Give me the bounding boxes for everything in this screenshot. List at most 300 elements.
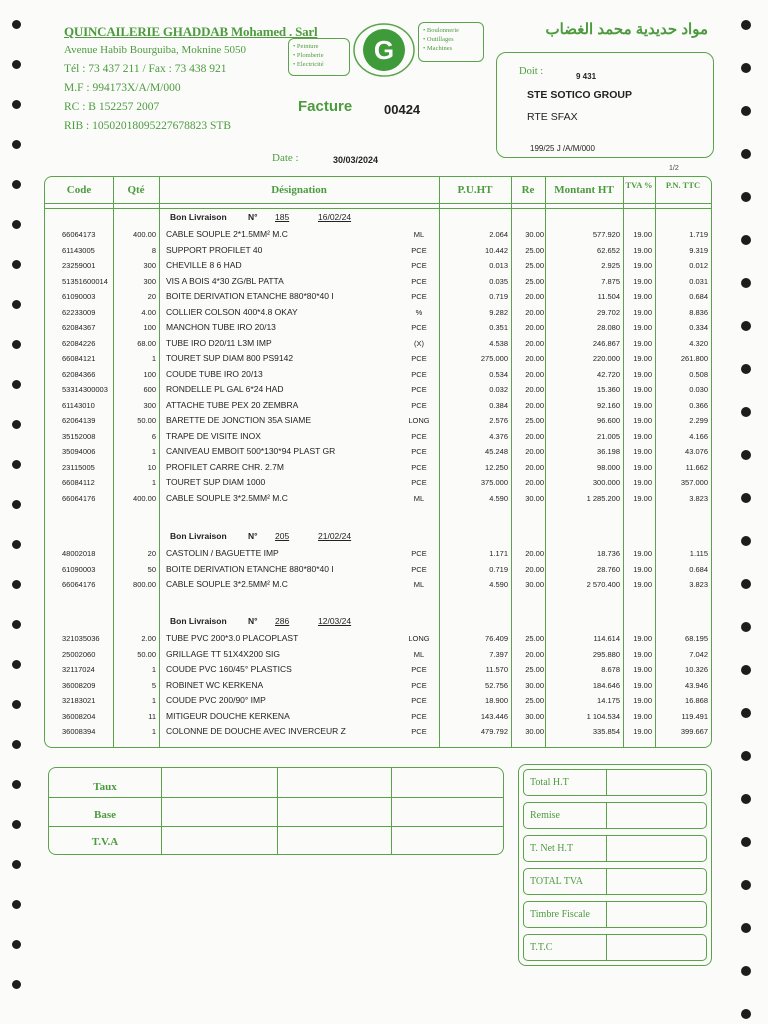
total-tva-row <box>523 868 707 895</box>
cell-des: COUDE PVC 200/90° IMP <box>166 695 266 705</box>
bl-date: 16/02/24 <box>318 212 352 222</box>
cell-pn: 68.195 <box>685 634 708 643</box>
header-pu: P.U.HT <box>457 184 493 196</box>
cell-unit: PCE <box>411 400 427 410</box>
cell-qte: 1 <box>151 447 156 456</box>
column-divider <box>161 768 162 854</box>
net-ht-label: T. Net H.T <box>530 843 574 854</box>
date-label: Date : <box>272 152 299 164</box>
table-row <box>0 493 768 508</box>
cell-mnt: 42.720 <box>597 369 620 379</box>
cell-mnt: 14.175 <box>597 696 620 705</box>
cell-unit: PCE <box>411 549 427 558</box>
service-item: Machines <box>426 45 453 52</box>
tractor-hole <box>741 106 751 116</box>
cell-unit: LONG <box>408 416 430 425</box>
cell-pn: 43.076 <box>685 447 708 456</box>
cell-re: 20.00 <box>525 649 544 659</box>
tractor-hole <box>741 923 751 933</box>
cell-pu: 143.446 <box>480 711 508 721</box>
tractor-hole <box>741 794 751 804</box>
cell-pu: 4.590 <box>489 493 508 503</box>
bl-label: Bon Livraison <box>170 616 227 626</box>
cell-re: 25.00 <box>525 416 544 425</box>
header-designation: Désignation <box>271 184 327 196</box>
cell-des: COLONNE DE DOUCHE AVEC INVERCEUR Z <box>166 726 346 736</box>
cell-des: ROBINET WC KERKENA <box>166 679 264 690</box>
company-name: QUINCAILERIE GHADDAB Mohamed . Sarl <box>64 24 318 39</box>
company-arabic-name: مواد حديدية محمد الغضاب <box>545 21 708 38</box>
tractor-hole <box>12 900 21 909</box>
cell-tva: 19.00 <box>633 431 652 441</box>
cell-pn: 9.319 <box>689 245 708 255</box>
row-divider <box>49 826 503 827</box>
cell-tva: 19.00 <box>633 230 652 239</box>
cell-pn: 0.012 <box>689 261 708 270</box>
header-re: Re <box>521 184 535 196</box>
cell-tva: 19.00 <box>633 416 652 425</box>
table-row <box>0 307 768 322</box>
cell-pu: 10.442 <box>485 245 508 255</box>
cell-pu: 0.534 <box>489 369 508 379</box>
company-info <box>64 24 317 132</box>
cell-code: 61143005 <box>62 245 95 255</box>
cell-re: 25.00 <box>525 276 544 286</box>
cell-code: 62084367 <box>62 323 96 332</box>
client-address: RTE SFAX <box>527 111 578 123</box>
cell-des: COUDE PVC 160/45° PLASTICS <box>166 664 292 674</box>
cell-code: 62233009 <box>62 307 96 317</box>
cell-re: 25.00 <box>525 696 544 705</box>
cell-tva: 19.00 <box>633 727 652 736</box>
cell-pu: 12.250 <box>485 462 508 472</box>
cell-pn: 0.031 <box>689 276 708 286</box>
cell-des: CHEVILLE 8 6 HAD <box>166 260 242 270</box>
cell-tva: 19.00 <box>633 354 652 363</box>
cell-pn: 0.684 <box>689 564 708 574</box>
cell-re: 20.00 <box>525 447 544 456</box>
cell-mnt: 96.600 <box>597 416 620 425</box>
tractor-hole <box>12 620 21 629</box>
cell-re: 30.00 <box>525 711 544 721</box>
cell-code: 48002018 <box>62 549 96 558</box>
service-item: Boulonnerie <box>426 27 460 34</box>
column-divider <box>391 768 392 854</box>
cell-re: 20.00 <box>525 431 544 441</box>
table-row <box>0 649 768 664</box>
table-row <box>0 369 768 384</box>
invoice-label: Facture <box>298 98 353 115</box>
table-row <box>0 245 768 260</box>
tractor-hole <box>741 880 751 890</box>
cell-pn: 11.662 <box>685 462 708 472</box>
cell-qte: 50.00 <box>137 649 156 659</box>
cell-qte: 20 <box>147 292 156 301</box>
cell-code: 61143010 <box>62 400 95 410</box>
table-row <box>0 229 768 244</box>
cell-qte: 100 <box>143 369 156 379</box>
cell-code: 66064176 <box>62 580 96 589</box>
cell-qte: 2.00 <box>141 634 156 643</box>
cell-code: 53314300003 <box>62 385 108 394</box>
cell-unit: LONG <box>408 634 430 643</box>
cell-re: 25.00 <box>525 634 544 643</box>
bl-label: Bon Livraison <box>170 212 227 222</box>
service-item: Outillages <box>426 36 454 43</box>
tractor-hole <box>741 20 751 30</box>
service-item: Peinture <box>296 43 319 50</box>
header-divider <box>45 203 711 204</box>
cell-code: 23115005 <box>62 462 95 472</box>
client-name: STE SOTICO GROUP <box>527 89 633 101</box>
tractor-hole <box>741 622 751 632</box>
cell-tva: 19.00 <box>633 493 652 503</box>
header-code: Code <box>66 184 92 196</box>
tax-base-label: Base <box>94 809 116 821</box>
company-logo <box>352 22 416 78</box>
tractor-hole <box>741 751 751 761</box>
cell-pu: 4.590 <box>489 580 508 589</box>
tractor-hole <box>12 20 21 29</box>
cell-code: 36008394 <box>62 727 96 736</box>
table-row <box>0 353 768 368</box>
cell-pu: 375.000 <box>480 478 508 487</box>
cell-re: 30.00 <box>525 580 544 589</box>
cell-qte: 1 <box>151 665 156 674</box>
cell-des: COLLIER COLSON 400*4.8 OKAY <box>166 306 298 317</box>
cell-des: MANCHON TUBE IRO 20/13 <box>166 322 276 332</box>
cell-mnt: 62.652 <box>597 245 620 255</box>
cell-mnt: 2 570.400 <box>586 580 620 589</box>
cell-re: 20.00 <box>525 369 544 379</box>
cell-code: 62084226 <box>62 338 96 348</box>
cell-unit: PCE <box>411 261 427 270</box>
cell-qte: 20 <box>147 549 156 558</box>
cell-unit: PCE <box>411 292 427 301</box>
cell-pu: 0.719 <box>489 292 508 301</box>
cell-des: TOURET SUP DIAM 800 PS9142 <box>166 353 294 363</box>
cell-qte: 68.00 <box>137 338 156 348</box>
cell-pu: 0.032 <box>489 385 508 394</box>
cell-pn: 10.326 <box>685 665 708 674</box>
cell-pn: 7.042 <box>689 649 708 659</box>
cell-unit: PCE <box>411 680 427 690</box>
cell-pn: 0.508 <box>689 369 708 379</box>
column-divider <box>277 768 278 854</box>
cell-code: 36008209 <box>62 680 96 690</box>
cell-pn: 0.030 <box>689 385 708 394</box>
cell-re: 20.00 <box>525 564 544 574</box>
cell-qte: 50 <box>147 564 156 574</box>
cell-pu: 0.384 <box>489 400 508 410</box>
cell-pu: 52.756 <box>485 680 508 690</box>
cell-code: 62084366 <box>62 369 96 379</box>
cell-qte: 100 <box>143 323 156 332</box>
service-item: Plomberie <box>296 52 324 59</box>
logo-letter: G <box>373 35 395 65</box>
cell-qte: 50.00 <box>137 416 156 425</box>
tractor-hole <box>12 180 21 189</box>
cell-re: 30.00 <box>525 727 544 736</box>
cell-qte: 800.00 <box>133 580 156 589</box>
company-mf: M.F : 994173X/A/M/000 <box>64 82 181 94</box>
cell-des: GRILLAGE TT 51X4X200 SIG <box>166 648 281 659</box>
cell-tva: 19.00 <box>633 369 652 379</box>
cell-re: 20.00 <box>525 307 544 317</box>
cell-pn: 43.946 <box>685 680 708 690</box>
tractor-hole <box>741 837 751 847</box>
cell-unit: PCE <box>411 665 427 674</box>
cell-unit: PCE <box>411 431 427 441</box>
cell-pu: 7.397 <box>489 649 508 659</box>
cell-mnt: 184.646 <box>592 680 620 690</box>
cell-pu: 275.000 <box>480 354 508 363</box>
table-row <box>0 548 768 563</box>
cell-unit: PCE <box>411 369 427 379</box>
net-ht-row <box>523 835 707 862</box>
cell-unit: ML <box>413 580 425 589</box>
header-qte: Qté <box>127 184 145 196</box>
cell-pn: 2.299 <box>689 416 708 425</box>
tax-tva-label: T.V.A <box>91 836 119 848</box>
total-ht-row <box>523 769 707 796</box>
cell-pu: 2.064 <box>489 230 508 239</box>
invoice-date: 30/03/2024 <box>333 155 379 165</box>
cell-unit: PCE <box>411 245 427 255</box>
bl-date: 12/03/24 <box>318 616 352 626</box>
cell-unit: PCE <box>411 323 427 332</box>
tractor-hole <box>741 1009 751 1019</box>
cell-unit: PCE <box>411 385 427 394</box>
cell-pn: 399.667 <box>680 727 708 736</box>
cell-tva: 19.00 <box>633 549 652 558</box>
cell-des: ATTACHE TUBE PEX 20 ZEMBRA <box>166 399 299 410</box>
bl-number: 205 <box>275 531 290 541</box>
cell-mnt: 36.198 <box>597 447 620 456</box>
cell-tva: 19.00 <box>633 338 652 348</box>
bl-number: 185 <box>275 212 290 222</box>
service-item: Electricité <box>296 61 324 68</box>
cell-unit: PCE <box>411 462 427 472</box>
cell-mnt: 1 285.200 <box>586 493 620 503</box>
cell-unit: (X) <box>414 338 424 348</box>
cell-tva: 19.00 <box>633 462 652 472</box>
cell-pu: 9.282 <box>489 307 508 317</box>
remise-row <box>523 802 707 829</box>
row-divider <box>49 797 503 798</box>
cell-unit: PCE <box>411 727 427 736</box>
cell-re: 25.00 <box>525 261 544 270</box>
bl-number: 286 <box>275 616 290 626</box>
tax-rate-label: Taux <box>93 781 117 793</box>
cell-qte: 300 <box>143 276 156 286</box>
cell-pu: 4.538 <box>489 338 508 348</box>
company-phone: Tél : 73 437 211 / Fax : 73 438 921 <box>64 63 227 75</box>
cell-tva: 19.00 <box>633 564 652 574</box>
cell-pu: 1.171 <box>489 549 508 558</box>
table-row <box>0 711 768 726</box>
tractor-hole <box>12 980 21 989</box>
cell-re: 30.00 <box>525 493 544 503</box>
cell-des: BARETTE DE JONCTION 35A SIAME <box>166 415 312 425</box>
cell-pn: 0.366 <box>689 400 708 410</box>
cell-re: 20.00 <box>525 400 544 410</box>
cell-pu: 0.035 <box>489 276 508 286</box>
bl-label: Bon Livraison <box>170 531 227 541</box>
cell-tva: 19.00 <box>633 245 652 255</box>
cell-unit: ML <box>413 230 425 239</box>
invoice-number: 00424 <box>384 102 421 117</box>
bl-no-label: N° <box>248 531 258 541</box>
cell-tva: 19.00 <box>633 292 652 301</box>
cell-code: 66084112 <box>62 478 95 487</box>
cell-mnt: 92.160 <box>597 400 620 410</box>
cell-tva: 19.00 <box>633 680 652 690</box>
cell-mnt: 246.867 <box>592 338 620 348</box>
cell-mnt: 300.000 <box>592 478 620 487</box>
cell-des: CABLE SOUPLE 2*1.5MM² M.C <box>166 229 288 239</box>
cell-pu: 76.409 <box>485 634 508 643</box>
cell-pn: 0.334 <box>689 323 708 332</box>
ttc-label: T.T.C <box>530 942 553 953</box>
tractor-hole <box>12 220 21 229</box>
remise-label: Remise <box>530 810 560 821</box>
cell-re: 20.00 <box>525 478 544 487</box>
client-code: 9 431 <box>576 72 597 81</box>
cell-des: CABLE SOUPLE 3*2.5MM² M.C <box>166 579 288 589</box>
tractor-hole <box>12 100 21 109</box>
cell-pn: 1.115 <box>689 549 708 558</box>
tractor-hole <box>741 149 751 159</box>
cell-pn: 261.800 <box>680 354 708 363</box>
table-row <box>0 431 768 446</box>
cell-tva: 19.00 <box>633 580 652 589</box>
table-row <box>0 695 768 710</box>
cell-qte: 1 <box>151 354 156 363</box>
cell-mnt: 335.854 <box>592 727 620 736</box>
cell-mnt: 28.080 <box>597 323 620 332</box>
tractor-hole <box>12 740 21 749</box>
cell-pu: 2.576 <box>489 416 508 425</box>
cell-pn: 8.836 <box>689 307 708 317</box>
bl-no-label: N° <box>248 616 258 626</box>
tractor-hole <box>741 63 751 73</box>
cell-tva: 19.00 <box>633 323 652 332</box>
cell-tva: 19.00 <box>633 711 652 721</box>
table-row <box>0 726 768 741</box>
cell-mnt: 28.760 <box>597 564 620 574</box>
cell-qte: 4.00 <box>141 307 156 317</box>
cell-mnt: 2.925 <box>601 261 620 270</box>
cell-mnt: 18.736 <box>597 549 620 558</box>
table-row <box>0 260 768 275</box>
cell-des: BOITE DERIVATION ETANCHE 880*80*40 I <box>166 563 334 574</box>
cell-pu: 4.376 <box>489 431 508 441</box>
cell-tva: 19.00 <box>633 385 652 394</box>
cell-pn: 4.320 <box>689 338 708 348</box>
cell-code: 23259001 <box>62 261 96 270</box>
table-row <box>0 322 768 337</box>
table-row <box>0 477 768 492</box>
cell-des: CANIVEAU EMBOIT 500*130*94 PLAST GR <box>166 446 336 456</box>
table-row <box>0 384 768 399</box>
cell-pu: 479.792 <box>480 727 508 736</box>
table-row <box>0 446 768 461</box>
cell-tva: 19.00 <box>633 276 652 286</box>
cell-code: 62064139 <box>62 416 96 425</box>
total-tva-label: TOTAL TVA <box>530 876 583 887</box>
cell-unit: PCE <box>411 276 427 286</box>
cell-re: 20.00 <box>525 462 544 472</box>
tractor-hole <box>741 966 751 976</box>
cell-unit: PCE <box>411 478 427 487</box>
cell-unit: ML <box>413 493 425 503</box>
doit-label: Doit : <box>519 66 544 77</box>
cell-unit: % <box>415 307 423 317</box>
table-row <box>0 338 768 353</box>
cell-pn: 16.868 <box>685 696 708 705</box>
cell-des: TOURET SUP DIAM 1000 <box>166 477 266 487</box>
table-row <box>0 579 768 594</box>
cell-qte: 400.00 <box>133 493 156 503</box>
cell-unit: PCE <box>411 696 427 705</box>
cell-des: PROFILET CARRE CHR. 2.7M <box>166 461 284 472</box>
page-number: 1/2 <box>669 165 679 172</box>
cell-des: TUBE PVC 200*3.0 PLACOPLAST <box>166 633 299 643</box>
cell-mnt: 295.880 <box>592 649 620 659</box>
ttc-row <box>523 934 707 961</box>
cell-pu: 45.248 <box>485 447 508 456</box>
tractor-hole <box>12 940 21 949</box>
cell-mnt: 11.504 <box>597 292 620 301</box>
cell-re: 25.00 <box>525 665 544 674</box>
header-divider <box>45 208 711 209</box>
header-montant: Montant HT <box>554 184 614 196</box>
cell-re: 30.00 <box>525 680 544 690</box>
tractor-hole <box>12 140 21 149</box>
table-row <box>0 564 768 579</box>
cell-re: 20.00 <box>525 385 544 394</box>
cell-code: 35094006 <box>62 447 96 456</box>
cell-mnt: 98.000 <box>597 462 620 472</box>
cell-des: SUPPORT PROFILET 40 <box>166 244 263 255</box>
company-rc: RC : B 152257 2007 <box>64 101 160 113</box>
cell-tva: 19.00 <box>633 400 652 410</box>
cell-qte: 10 <box>147 462 156 472</box>
cell-code: 25002060 <box>62 649 96 659</box>
cell-re: 30.00 <box>525 230 544 239</box>
cell-tva: 19.00 <box>633 634 652 643</box>
cell-qte: 1 <box>151 727 156 736</box>
table-row <box>0 400 768 415</box>
company-rib: RIB : 10502018095227678823 STB <box>64 120 232 132</box>
timbre-label: Timbre Fiscale <box>530 909 590 920</box>
cell-re: 20.00 <box>525 354 544 363</box>
cell-code: 32117024 <box>62 665 95 674</box>
total-ht-label: Total H.T <box>530 777 569 788</box>
table-row <box>0 462 768 477</box>
cell-qte: 8 <box>151 245 156 255</box>
tractor-hole <box>12 60 21 69</box>
cell-code: 66064173 <box>62 230 96 239</box>
bl-date: 21/02/24 <box>318 531 352 541</box>
cell-mnt: 7.875 <box>601 276 620 286</box>
cell-mnt: 577.920 <box>592 230 620 239</box>
cell-qte: 11 <box>148 711 156 721</box>
cell-mnt: 15.360 <box>597 385 620 394</box>
cell-pu: 0.013 <box>489 261 508 270</box>
cell-qte: 1 <box>151 478 156 487</box>
